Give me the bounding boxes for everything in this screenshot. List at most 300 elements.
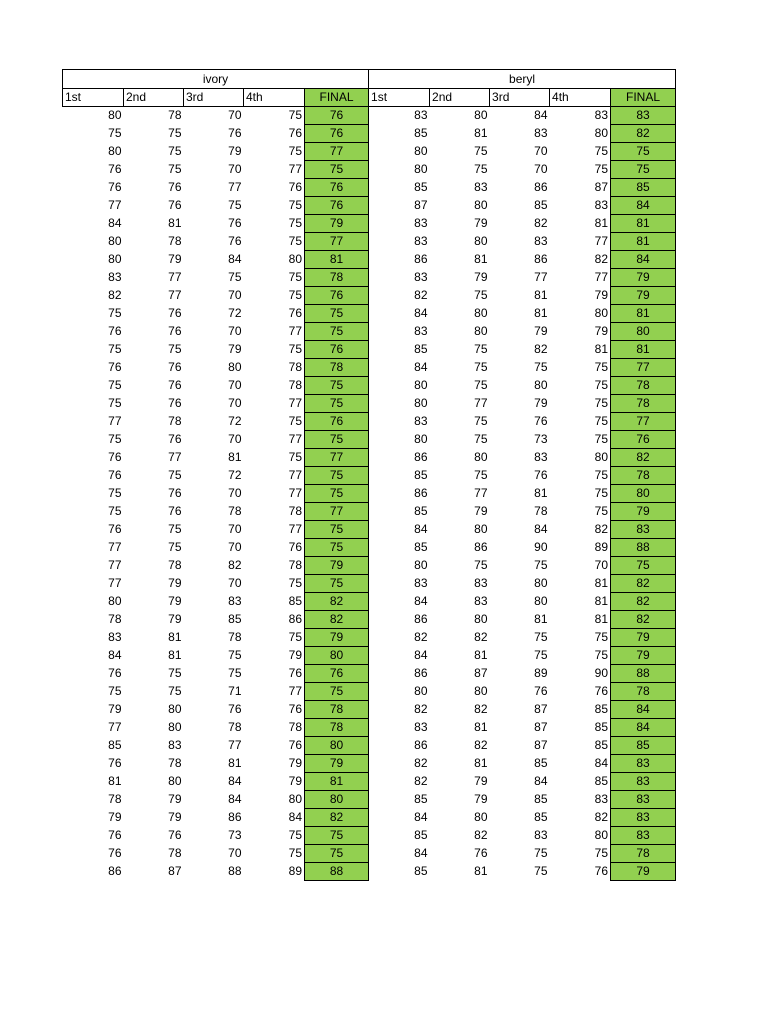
final-grade-cell[interactable]: 75 (305, 467, 369, 485)
grade-cell[interactable]: 79 (108, 810, 122, 824)
grade-cell[interactable]: 86 (369, 485, 430, 503)
grade-cell[interactable]: 71 (228, 684, 242, 698)
grade-cell[interactable]: 84 (369, 521, 430, 539)
grade-cell[interactable]: 81 (474, 126, 488, 140)
final-grade-cell[interactable]: 84 (611, 719, 676, 737)
grade-cell[interactable]: 78 (168, 558, 182, 572)
column-header-ivory-4th[interactable]: 4th (244, 89, 305, 107)
grade-cell[interactable]: 70 (534, 144, 548, 158)
grade-cell[interactable]: 77 (108, 720, 122, 734)
final-grade-cell[interactable]: 75 (305, 485, 369, 503)
grade-cell[interactable]: 79 (474, 216, 488, 230)
grade-cell[interactable]: 75 (594, 396, 609, 410)
grade-cell[interactable]: 80 (369, 557, 430, 575)
grade-cell[interactable]: 77 (168, 288, 182, 302)
grade-cell[interactable]: 83 (369, 269, 430, 287)
grade-cell[interactable]: 81 (594, 342, 609, 356)
grade-cell[interactable]: 75 (168, 468, 182, 482)
grade-cell[interactable]: 79 (534, 324, 548, 338)
final-grade-cell[interactable]: 75 (611, 143, 676, 161)
grade-cell[interactable]: 70 (594, 558, 609, 572)
final-grade-cell[interactable]: 76 (305, 125, 369, 143)
grade-cell[interactable]: 76 (594, 864, 609, 878)
grade-cell[interactable]: 75 (594, 162, 609, 176)
final-grade-cell[interactable]: 75 (305, 323, 369, 341)
grade-cell[interactable]: 82 (369, 755, 430, 773)
grade-cell[interactable]: 75 (474, 378, 488, 392)
column-header-ivory-final[interactable]: FINAL (305, 89, 369, 107)
grade-cell[interactable]: 83 (594, 792, 609, 806)
grade-cell[interactable]: 83 (474, 594, 488, 608)
final-grade-cell[interactable]: 88 (611, 665, 676, 683)
column-header-beryl-4th[interactable]: 4th (550, 89, 611, 107)
grade-cell[interactable]: 81 (474, 756, 488, 770)
grade-cell[interactable]: 76 (108, 180, 122, 194)
grade-cell[interactable]: 77 (168, 450, 182, 464)
grade-cell[interactable]: 87 (474, 666, 488, 680)
grade-cell[interactable]: 80 (534, 576, 548, 590)
final-grade-cell[interactable]: 76 (305, 665, 369, 683)
grade-cell[interactable]: 77 (288, 486, 302, 500)
grade-cell[interactable]: 80 (369, 683, 430, 701)
grade-cell[interactable]: 79 (594, 324, 609, 338)
final-grade-cell[interactable]: 79 (611, 503, 676, 521)
grade-cell[interactable]: 78 (108, 792, 122, 806)
grade-cell[interactable]: 76 (288, 738, 302, 752)
grade-cell[interactable]: 79 (474, 774, 488, 788)
final-grade-cell[interactable]: 79 (305, 629, 369, 647)
grade-cell[interactable]: 75 (594, 468, 609, 482)
grade-cell[interactable]: 75 (474, 360, 488, 374)
grade-cell[interactable]: 81 (108, 774, 122, 788)
grade-cell[interactable]: 80 (168, 774, 182, 788)
grade-cell[interactable]: 81 (168, 648, 182, 662)
grade-cell[interactable]: 75 (288, 216, 302, 230)
grade-cell[interactable]: 78 (228, 630, 242, 644)
final-grade-cell[interactable]: 75 (305, 305, 369, 323)
final-grade-cell[interactable]: 76 (305, 179, 369, 197)
final-grade-cell[interactable]: 80 (305, 647, 369, 665)
grade-cell[interactable]: 87 (534, 702, 548, 716)
final-grade-cell[interactable]: 77 (305, 233, 369, 251)
grade-cell[interactable]: 80 (534, 594, 548, 608)
grade-cell[interactable]: 76 (108, 324, 122, 338)
final-grade-cell[interactable]: 80 (611, 485, 676, 503)
grade-cell[interactable]: 86 (228, 810, 242, 824)
grade-cell[interactable]: 78 (168, 756, 182, 770)
grade-cell[interactable]: 77 (288, 522, 302, 536)
grade-cell[interactable]: 75 (534, 648, 548, 662)
grade-cell[interactable]: 70 (228, 396, 242, 410)
grade-cell[interactable]: 85 (534, 792, 548, 806)
grade-cell[interactable]: 76 (534, 684, 548, 698)
grade-cell[interactable]: 77 (108, 540, 122, 554)
final-grade-cell[interactable]: 83 (611, 809, 676, 827)
final-grade-cell[interactable]: 75 (611, 557, 676, 575)
grade-cell[interactable]: 80 (369, 143, 430, 161)
grade-cell[interactable]: 85 (534, 198, 548, 212)
grade-cell[interactable]: 77 (288, 324, 302, 338)
grade-cell[interactable]: 75 (534, 630, 548, 644)
grade-cell[interactable]: 76 (228, 216, 242, 230)
grade-cell[interactable]: 76 (108, 162, 122, 176)
grade-cell[interactable]: 75 (108, 306, 122, 320)
grade-cell[interactable]: 81 (168, 630, 182, 644)
grade-cell[interactable]: 87 (168, 864, 182, 878)
grade-cell[interactable]: 83 (108, 630, 122, 644)
grade-cell[interactable]: 77 (288, 684, 302, 698)
column-header-ivory-1st[interactable]: 1st (63, 89, 124, 107)
final-grade-cell[interactable]: 78 (305, 719, 369, 737)
grade-cell[interactable]: 75 (228, 270, 242, 284)
final-grade-cell[interactable]: 78 (611, 395, 676, 413)
grade-cell[interactable]: 84 (369, 845, 430, 863)
grade-cell[interactable]: 81 (594, 216, 609, 230)
grade-cell[interactable]: 75 (108, 396, 122, 410)
grade-cell[interactable]: 82 (474, 738, 488, 752)
grade-cell[interactable]: 85 (369, 539, 430, 557)
final-grade-cell[interactable]: 83 (611, 755, 676, 773)
grade-cell[interactable]: 75 (474, 468, 488, 482)
grade-cell[interactable]: 75 (594, 432, 609, 446)
grade-cell[interactable]: 77 (108, 414, 122, 428)
final-grade-cell[interactable]: 80 (611, 323, 676, 341)
grade-cell[interactable]: 83 (369, 575, 430, 593)
grade-cell[interactable]: 75 (168, 126, 182, 140)
grade-cell[interactable]: 83 (474, 180, 488, 194)
grade-cell[interactable]: 76 (168, 306, 182, 320)
grade-cell[interactable]: 76 (168, 360, 182, 374)
final-grade-cell[interactable]: 78 (611, 683, 676, 701)
final-grade-cell[interactable]: 85 (611, 737, 676, 755)
grade-cell[interactable]: 75 (534, 558, 548, 572)
grade-cell[interactable]: 80 (474, 684, 488, 698)
grade-cell[interactable]: 82 (369, 629, 430, 647)
final-grade-cell[interactable]: 79 (611, 287, 676, 305)
grade-cell[interactable]: 84 (534, 522, 548, 536)
grade-cell[interactable]: 70 (228, 288, 242, 302)
grade-cell[interactable]: 82 (474, 828, 488, 842)
grade-cell[interactable]: 84 (228, 792, 242, 806)
grade-cell[interactable]: 75 (108, 684, 122, 698)
final-grade-cell[interactable]: 75 (305, 845, 369, 863)
final-grade-cell[interactable]: 82 (611, 593, 676, 611)
grade-cell[interactable]: 77 (534, 270, 548, 284)
final-grade-cell[interactable]: 88 (305, 863, 369, 881)
grade-cell[interactable]: 78 (288, 360, 302, 374)
final-grade-cell[interactable]: 75 (305, 575, 369, 593)
grade-cell[interactable]: 70 (228, 378, 242, 392)
grade-cell[interactable]: 85 (369, 341, 430, 359)
grade-cell[interactable]: 83 (474, 576, 488, 590)
grade-cell[interactable]: 75 (474, 558, 488, 572)
grade-cell[interactable]: 75 (474, 414, 488, 428)
grade-cell[interactable]: 84 (369, 359, 430, 377)
grade-cell[interactable]: 75 (594, 486, 609, 500)
final-grade-cell[interactable]: 75 (305, 521, 369, 539)
grade-cell[interactable]: 75 (168, 342, 182, 356)
final-grade-cell[interactable]: 78 (611, 377, 676, 395)
grade-cell[interactable]: 84 (228, 252, 242, 266)
grade-cell[interactable]: 85 (369, 863, 430, 881)
grade-cell[interactable]: 79 (288, 774, 302, 788)
grade-cell[interactable]: 75 (168, 522, 182, 536)
grade-cell[interactable]: 82 (594, 252, 609, 266)
grade-cell[interactable]: 78 (288, 378, 302, 392)
final-grade-cell[interactable]: 76 (305, 341, 369, 359)
grade-cell[interactable]: 75 (108, 432, 122, 446)
grade-cell[interactable]: 80 (288, 792, 302, 806)
grade-cell[interactable]: 76 (108, 360, 122, 374)
grade-cell[interactable]: 85 (369, 827, 430, 845)
grade-cell[interactable]: 85 (288, 594, 302, 608)
grade-cell[interactable]: 82 (534, 342, 548, 356)
grade-cell[interactable]: 70 (228, 162, 242, 176)
grade-cell[interactable]: 75 (594, 630, 609, 644)
grade-cell[interactable]: 89 (594, 540, 609, 554)
grade-cell[interactable]: 76 (168, 828, 182, 842)
grade-cell[interactable]: 79 (594, 288, 609, 302)
grade-cell[interactable]: 84 (108, 648, 122, 662)
grade-cell[interactable]: 76 (108, 522, 122, 536)
final-grade-cell[interactable]: 84 (611, 197, 676, 215)
grade-cell[interactable]: 76 (534, 414, 548, 428)
grade-cell[interactable]: 83 (369, 233, 430, 251)
final-grade-cell[interactable]: 76 (305, 197, 369, 215)
column-header-beryl-3rd[interactable]: 3rd (490, 89, 550, 107)
grade-cell[interactable]: 85 (369, 179, 430, 197)
grade-cell[interactable]: 77 (168, 270, 182, 284)
grade-cell[interactable]: 80 (108, 594, 122, 608)
grade-cell[interactable]: 79 (534, 396, 548, 410)
grade-cell[interactable]: 83 (108, 270, 122, 284)
final-grade-cell[interactable]: 75 (305, 377, 369, 395)
grade-cell[interactable]: 82 (474, 630, 488, 644)
grade-cell[interactable]: 70 (534, 162, 548, 176)
grade-cell[interactable]: 78 (108, 612, 122, 626)
grade-cell[interactable]: 80 (168, 702, 182, 716)
grade-cell[interactable]: 77 (108, 576, 122, 590)
grade-cell[interactable]: 75 (108, 378, 122, 392)
grade-cell[interactable]: 76 (288, 126, 302, 140)
grade-cell[interactable]: 78 (534, 504, 548, 518)
column-header-beryl-2nd[interactable]: 2nd (430, 89, 490, 107)
grade-cell[interactable]: 84 (594, 756, 609, 770)
grade-cell[interactable]: 73 (228, 828, 242, 842)
final-grade-cell[interactable]: 78 (611, 467, 676, 485)
grade-cell[interactable]: 75 (168, 540, 182, 554)
final-grade-cell[interactable]: 83 (611, 827, 676, 845)
grade-cell[interactable]: 84 (288, 810, 302, 824)
grade-cell[interactable]: 85 (228, 612, 242, 626)
grade-cell[interactable]: 81 (474, 648, 488, 662)
grade-cell[interactable]: 80 (474, 612, 488, 626)
grade-cell[interactable]: 83 (534, 450, 548, 464)
final-grade-cell[interactable]: 78 (305, 359, 369, 377)
final-grade-cell[interactable]: 77 (611, 359, 676, 377)
grade-cell[interactable]: 81 (534, 306, 548, 320)
final-grade-cell[interactable]: 75 (611, 161, 676, 179)
grade-cell[interactable]: 80 (474, 324, 488, 338)
grade-cell[interactable]: 80 (594, 306, 609, 320)
grade-cell[interactable]: 75 (168, 684, 182, 698)
grade-cell[interactable]: 79 (168, 594, 182, 608)
grade-cell[interactable]: 77 (288, 162, 302, 176)
final-grade-cell[interactable]: 77 (305, 503, 369, 521)
grade-cell[interactable]: 81 (474, 720, 488, 734)
grade-cell[interactable]: 86 (108, 864, 122, 878)
final-grade-cell[interactable]: 82 (611, 575, 676, 593)
grade-cell[interactable]: 75 (594, 414, 609, 428)
grade-cell[interactable]: 70 (228, 576, 242, 590)
column-header-beryl-final[interactable]: FINAL (611, 89, 676, 107)
final-grade-cell[interactable]: 78 (611, 845, 676, 863)
grade-cell[interactable]: 86 (369, 449, 430, 467)
grade-cell[interactable]: 85 (369, 503, 430, 521)
grade-cell[interactable]: 83 (594, 198, 609, 212)
grade-cell[interactable]: 80 (594, 828, 609, 842)
grade-cell[interactable]: 83 (369, 719, 430, 737)
grade-cell[interactable]: 70 (228, 540, 242, 554)
grade-cell[interactable]: 83 (369, 413, 430, 431)
final-grade-cell[interactable]: 76 (305, 287, 369, 305)
grade-cell[interactable]: 80 (474, 522, 488, 536)
final-grade-cell[interactable]: 84 (611, 251, 676, 269)
grade-cell[interactable]: 75 (288, 414, 302, 428)
grade-cell[interactable]: 75 (168, 666, 182, 680)
grade-cell[interactable]: 80 (288, 252, 302, 266)
grade-cell[interactable]: 70 (228, 486, 242, 500)
grade-cell[interactable]: 76 (168, 396, 182, 410)
grade-cell[interactable]: 86 (369, 611, 430, 629)
grade-cell[interactable]: 83 (168, 738, 182, 752)
grade-cell[interactable]: 76 (288, 666, 302, 680)
grade-cell[interactable]: 75 (594, 360, 609, 374)
grade-cell[interactable]: 85 (369, 467, 430, 485)
grade-cell[interactable]: 85 (534, 810, 548, 824)
grade-cell[interactable]: 77 (594, 234, 609, 248)
final-grade-cell[interactable]: 82 (611, 125, 676, 143)
grade-cell[interactable]: 76 (228, 126, 242, 140)
grade-cell[interactable]: 85 (594, 720, 609, 734)
grade-cell[interactable]: 75 (168, 144, 182, 158)
grade-cell[interactable]: 81 (594, 594, 609, 608)
column-header-beryl-1st[interactable]: 1st (369, 89, 430, 107)
grade-cell[interactable]: 83 (228, 594, 242, 608)
grade-cell[interactable]: 81 (228, 450, 242, 464)
grade-cell[interactable]: 77 (108, 558, 122, 572)
grade-cell[interactable]: 90 (594, 666, 609, 680)
grade-cell[interactable]: 85 (594, 702, 609, 716)
grade-cell[interactable]: 84 (369, 305, 430, 323)
grade-cell[interactable]: 86 (474, 540, 488, 554)
grade-cell[interactable]: 79 (168, 810, 182, 824)
grade-cell[interactable]: 75 (534, 846, 548, 860)
grade-cell[interactable]: 80 (474, 306, 488, 320)
grade-cell[interactable]: 77 (288, 432, 302, 446)
final-grade-cell[interactable]: 85 (611, 179, 676, 197)
final-grade-cell[interactable]: 75 (305, 539, 369, 557)
grade-cell[interactable]: 73 (534, 432, 548, 446)
grade-cell[interactable]: 80 (534, 378, 548, 392)
final-grade-cell[interactable]: 79 (305, 557, 369, 575)
grade-cell[interactable]: 77 (474, 486, 488, 500)
grade-cell[interactable]: 89 (288, 864, 302, 878)
grade-cell[interactable]: 86 (534, 252, 548, 266)
final-grade-cell[interactable]: 83 (611, 773, 676, 791)
grade-cell[interactable]: 83 (369, 323, 430, 341)
grade-cell[interactable]: 79 (168, 576, 182, 590)
final-grade-cell[interactable]: 80 (305, 737, 369, 755)
final-grade-cell[interactable]: 81 (611, 341, 676, 359)
grade-cell[interactable]: 83 (534, 126, 548, 140)
final-grade-cell[interactable]: 83 (611, 521, 676, 539)
final-grade-cell[interactable]: 88 (611, 539, 676, 557)
final-grade-cell[interactable]: 82 (611, 611, 676, 629)
grade-cell[interactable]: 75 (288, 846, 302, 860)
grade-cell[interactable]: 79 (228, 144, 242, 158)
grade-cell[interactable]: 76 (168, 198, 182, 212)
grade-cell[interactable]: 79 (108, 702, 122, 716)
grade-cell[interactable]: 76 (108, 468, 122, 482)
grade-cell[interactable]: 88 (228, 864, 242, 878)
grade-cell[interactable]: 75 (168, 162, 182, 176)
grade-cell[interactable]: 81 (594, 576, 609, 590)
grade-cell[interactable]: 86 (288, 612, 302, 626)
grade-cell[interactable]: 86 (534, 180, 548, 194)
grade-cell[interactable]: 76 (108, 846, 122, 860)
grade-cell[interactable]: 81 (474, 252, 488, 266)
grade-cell[interactable]: 80 (474, 450, 488, 464)
grade-cell[interactable]: 83 (534, 828, 548, 842)
grade-cell[interactable]: 75 (228, 666, 242, 680)
final-grade-cell[interactable]: 76 (305, 107, 369, 125)
final-grade-cell[interactable]: 79 (305, 215, 369, 233)
grade-cell[interactable]: 79 (474, 270, 488, 284)
grade-cell[interactable]: 75 (474, 162, 488, 176)
final-grade-cell[interactable]: 82 (305, 809, 369, 827)
grade-cell[interactable]: 80 (369, 377, 430, 395)
grade-cell[interactable]: 90 (534, 540, 548, 554)
grade-cell[interactable]: 72 (228, 306, 242, 320)
grade-cell[interactable]: 85 (534, 756, 548, 770)
grade-cell[interactable]: 84 (369, 809, 430, 827)
grade-cell[interactable]: 75 (594, 504, 609, 518)
grade-cell[interactable]: 77 (288, 396, 302, 410)
grade-cell[interactable]: 78 (288, 720, 302, 734)
grade-cell[interactable]: 78 (228, 504, 242, 518)
grade-cell[interactable]: 85 (369, 125, 430, 143)
grade-cell[interactable]: 75 (594, 144, 609, 158)
grade-cell[interactable]: 76 (168, 486, 182, 500)
final-grade-cell[interactable]: 80 (305, 791, 369, 809)
grade-cell[interactable]: 76 (474, 846, 488, 860)
grade-cell[interactable]: 82 (594, 810, 609, 824)
grade-cell[interactable]: 87 (369, 197, 430, 215)
grade-cell[interactable]: 80 (168, 720, 182, 734)
grade-cell[interactable]: 87 (534, 720, 548, 734)
grade-cell[interactable]: 70 (228, 522, 242, 536)
grade-cell[interactable]: 81 (474, 864, 488, 878)
grade-cell[interactable]: 87 (534, 738, 548, 752)
group-title-ivory[interactable]: ivory (63, 70, 369, 89)
grade-cell[interactable]: 80 (228, 360, 242, 374)
grade-cell[interactable]: 75 (534, 864, 548, 878)
grade-cell[interactable]: 75 (288, 450, 302, 464)
grade-cell[interactable]: 78 (288, 558, 302, 572)
grade-cell[interactable]: 84 (369, 593, 430, 611)
grade-cell[interactable]: 76 (168, 378, 182, 392)
